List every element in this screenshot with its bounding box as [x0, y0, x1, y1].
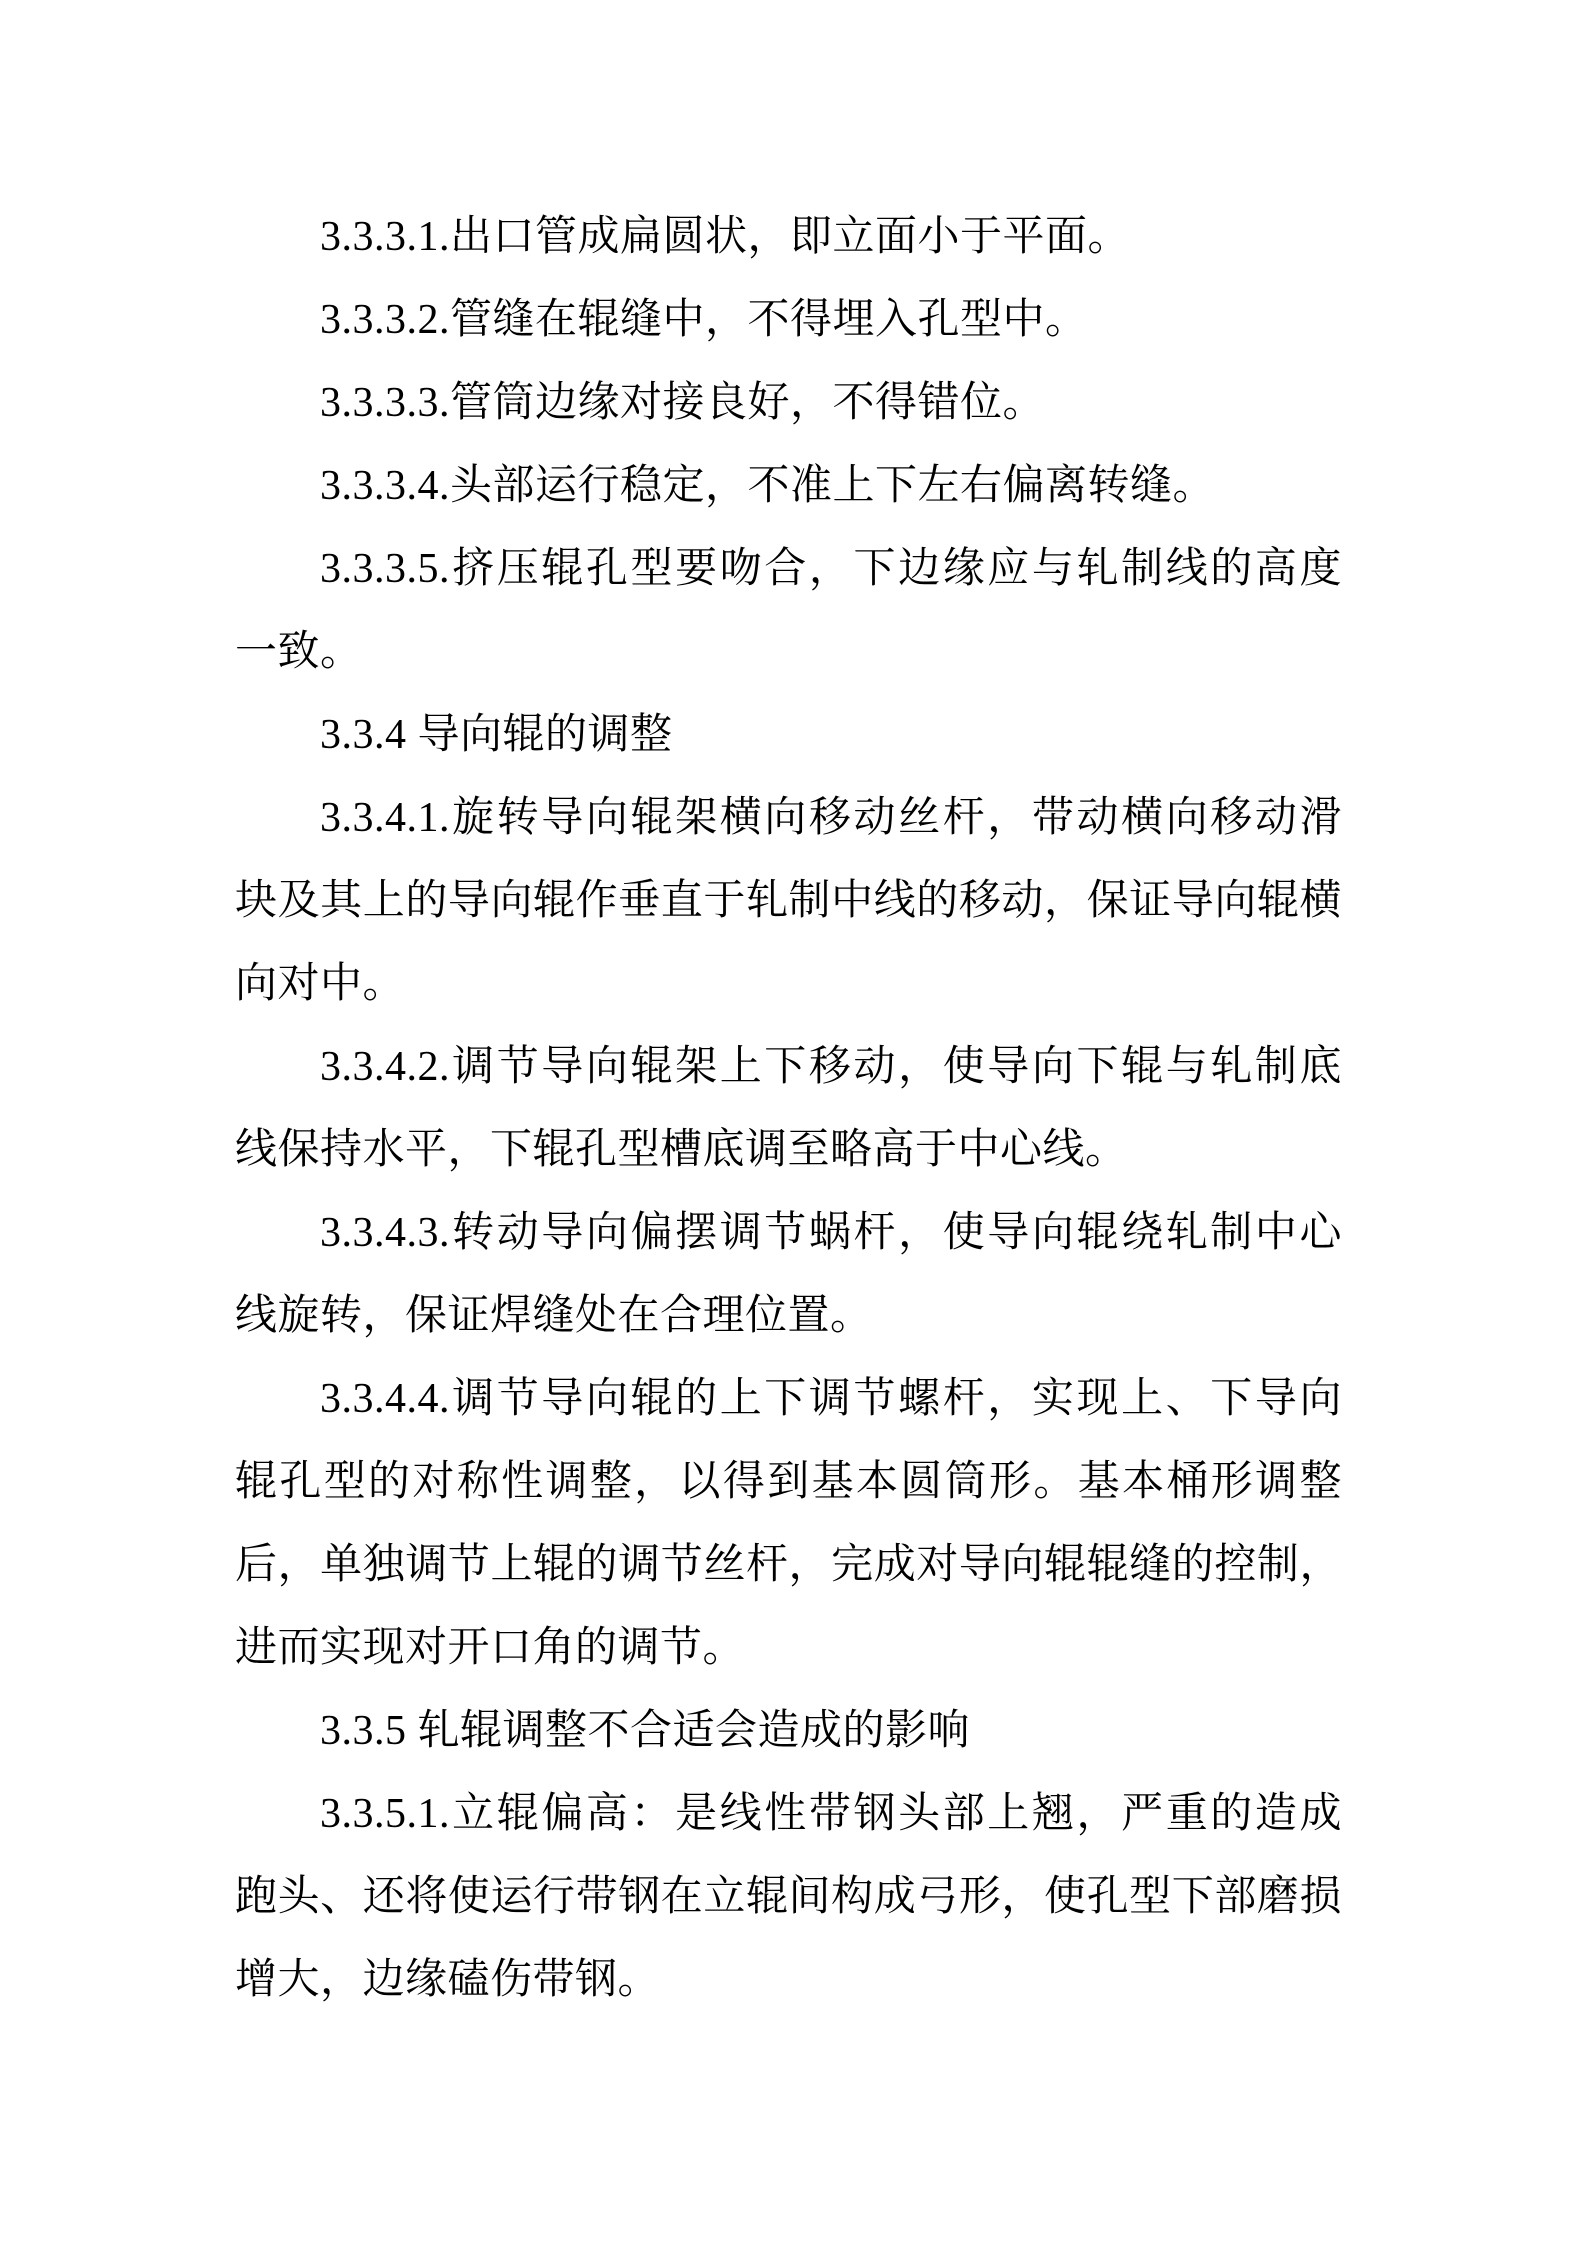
clause-3-3-3-1: 3.3.3.1.出口管成扁圆状，即立面小于平面。 — [320, 214, 1131, 260]
clause-3-3-5-1: 3.3.5.1.立辊偏高：是线性带钢头部上翘，严重的造成跑头、还将使运行带钢在立辊间构成弓形，使孔型下部磨损增大，边缘磕伤带钢。 — [235, 1791, 1342, 2003]
clause-3-3-3-4: 3.3.3.4.头部运行稳定，不准上下左右偏离转缝。 — [320, 463, 1216, 509]
clause-3-3-4-1: 3.3.4.1.旋转导向辊架横向移动丝杆，带动横向移动滑块及其上的导向辊作垂直于轧制中线的移动，保证导向辊横向对中。 — [235, 795, 1342, 1007]
document-body — [235, 196, 1342, 2022]
clause-3-3-3-5: 3.3.3.5.挤压辊孔型要吻合，下边缘应与轧制线的高度一致。 — [235, 546, 1342, 675]
clause-3-3-4-4: 3.3.4.4.调节导向辊的上下调节螺杆，实现上、下导向辊孔型的对称性调整，以得到基本圆筒形。基本桶形调整后，单独调节上辊的调节丝杆，完成对导向辊辊缝的控制，进而实现对开口角的调节。 — [235, 1376, 1342, 1671]
clause-3-3-4-2: 3.3.4.2.调节导向辊架上下移动，使导向下辊与轧制底线保持水平，下辊孔型槽底调至略高于中心线。 — [235, 1044, 1342, 1173]
heading-3-3-4: 3.3.4 导向辊的调整 — [320, 712, 673, 758]
clause-3-3-3-2: 3.3.3.2.管缝在辊缝中，不得埋入孔型中。 — [320, 297, 1088, 343]
clause-3-3-3-3: 3.3.3.3.管筒边缘对接良好，不得错位。 — [320, 380, 1046, 426]
heading-3-3-5: 3.3.5 轧辊调整不合适会造成的影响 — [320, 1708, 971, 1754]
clause-3-3-4-3: 3.3.4.3.转动导向偏摆调节蜗杆，使导向辊绕轧制中心线旋转，保证焊缝处在合理位置。 — [235, 1210, 1342, 1339]
